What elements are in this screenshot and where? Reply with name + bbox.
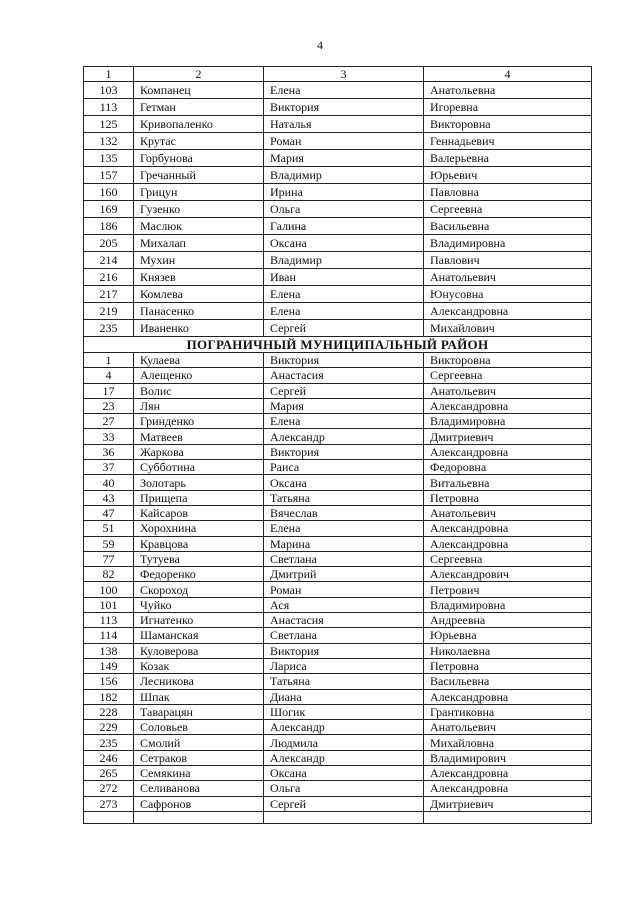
record-number-cell: 235 xyxy=(84,320,134,337)
patronymic-cell: Петровна xyxy=(424,490,592,505)
surname-cell: Михалап xyxy=(134,235,264,252)
record-number-cell: 273 xyxy=(84,796,134,811)
record-number-cell: 33 xyxy=(84,429,134,444)
patronymic-cell: Александрович xyxy=(424,567,592,582)
patronymic-cell: Владимировна xyxy=(424,414,592,429)
first-name-cell: Владимир xyxy=(264,167,424,184)
table-row xyxy=(84,82,592,99)
section-heading-row xyxy=(84,337,592,353)
surname-cell: Маслюк xyxy=(134,218,264,235)
table-row xyxy=(84,383,592,398)
record-number-cell: 229 xyxy=(84,720,134,735)
table-row xyxy=(84,444,592,459)
surname-cell: Кравцова xyxy=(134,536,264,551)
surname-cell: Чуйко xyxy=(134,597,264,612)
patronymic-cell: Васильевна xyxy=(424,674,592,689)
patronymic-cell: Викторовна xyxy=(424,353,592,368)
first-name-cell: Татьяна xyxy=(264,490,424,505)
roster-body xyxy=(84,67,592,824)
first-name-cell: Галина xyxy=(264,218,424,235)
first-name-cell: Татьяна xyxy=(264,674,424,689)
table-row xyxy=(84,133,592,150)
first-name-cell: Ася xyxy=(264,597,424,612)
patronymic-cell: Юрьевна xyxy=(424,628,592,643)
record-number-cell: 228 xyxy=(84,704,134,719)
surname-cell: Мухин xyxy=(134,252,264,269)
surname-cell: Тутуева xyxy=(134,551,264,566)
first-name-cell: Ирина xyxy=(264,184,424,201)
column-header: 3 xyxy=(264,67,424,82)
record-number-cell: 40 xyxy=(84,475,134,490)
table-row xyxy=(84,398,592,413)
surname-cell: Куловерова xyxy=(134,643,264,658)
table-row xyxy=(84,460,592,475)
first-name-cell: Вячеслав xyxy=(264,505,424,520)
first-name-cell: Елена xyxy=(264,521,424,536)
patronymic-cell: Владимировна xyxy=(424,235,592,252)
patronymic-cell: Сергеевна xyxy=(424,201,592,218)
table-row xyxy=(84,704,592,719)
table-row xyxy=(84,116,592,133)
table-row xyxy=(84,567,592,582)
record-number-cell: 82 xyxy=(84,567,134,582)
record-number-cell: 43 xyxy=(84,490,134,505)
surname-cell: Гетман xyxy=(134,99,264,116)
first-name-cell: Ольга xyxy=(264,781,424,796)
column-header: 4 xyxy=(424,67,592,82)
surname-cell: Кулаева xyxy=(134,353,264,368)
patronymic-cell: Сергеевна xyxy=(424,551,592,566)
table-row xyxy=(84,414,592,429)
patronymic-cell: Викторовна xyxy=(424,116,592,133)
first-name-cell: Дмитрий xyxy=(264,567,424,582)
first-name-cell: Наталья xyxy=(264,116,424,133)
surname-cell: Гречанный xyxy=(134,167,264,184)
table-row xyxy=(84,429,592,444)
table-row xyxy=(84,536,592,551)
surname-cell: Гузенко xyxy=(134,201,264,218)
first-name-cell: Виктория xyxy=(264,99,424,116)
first-name-cell: Владимир xyxy=(264,252,424,269)
surname-cell: Крутас xyxy=(134,133,264,150)
record-number-cell: 51 xyxy=(84,521,134,536)
first-name-cell: Оксана xyxy=(264,766,424,781)
table-row xyxy=(84,218,592,235)
first-name-cell: Светлана xyxy=(264,628,424,643)
surname-cell: Субботина xyxy=(134,460,264,475)
first-name-cell: Сергей xyxy=(264,383,424,398)
first-name-cell: Раиса xyxy=(264,460,424,475)
roster-table xyxy=(83,66,592,824)
record-number-cell: 265 xyxy=(84,766,134,781)
table-row xyxy=(84,475,592,490)
surname-cell: Золотарь xyxy=(134,475,264,490)
patronymic-cell: Михайлович xyxy=(424,320,592,337)
first-name-cell: Елена xyxy=(264,82,424,99)
table-row xyxy=(84,521,592,536)
table-row xyxy=(84,720,592,735)
first-name-cell: Александр xyxy=(264,429,424,444)
patronymic-cell: Юнусовна xyxy=(424,286,592,303)
first-name-cell: Анастасия xyxy=(264,613,424,628)
surname-cell: Прищепа xyxy=(134,490,264,505)
table-row xyxy=(84,613,592,628)
table-row xyxy=(84,320,592,337)
first-name-cell: Роман xyxy=(264,582,424,597)
first-name-cell: Светлана xyxy=(264,551,424,566)
surname-cell: Жаркова xyxy=(134,444,264,459)
record-number-cell: 1 xyxy=(84,353,134,368)
surname-cell: Сетраков xyxy=(134,750,264,765)
table-row xyxy=(84,201,592,218)
surname-cell: Лян xyxy=(134,398,264,413)
patronymic-cell: Павловна xyxy=(424,184,592,201)
surname-cell: Компанец xyxy=(134,82,264,99)
patronymic-cell: Анатольевич xyxy=(424,269,592,286)
surname-cell: Скороход xyxy=(134,582,264,597)
header-row xyxy=(84,67,592,82)
record-number-cell: 125 xyxy=(84,116,134,133)
record-number-cell: 246 xyxy=(84,750,134,765)
record-number-cell: 272 xyxy=(84,781,134,796)
first-name-cell: Роман xyxy=(264,133,424,150)
patronymic-cell: Александровна xyxy=(424,444,592,459)
first-name-cell: Лариса xyxy=(264,658,424,673)
surname-cell: Шаманская xyxy=(134,628,264,643)
column-header: 2 xyxy=(134,67,264,82)
first-name-cell: Елена xyxy=(264,303,424,320)
table-row xyxy=(84,505,592,520)
empty-cell xyxy=(264,811,424,823)
patronymic-cell: Владимировна xyxy=(424,597,592,612)
table-row xyxy=(84,658,592,673)
surname-cell: Семякина xyxy=(134,766,264,781)
patronymic-cell: Грантиковна xyxy=(424,704,592,719)
table-row xyxy=(84,252,592,269)
surname-cell: Иваненко xyxy=(134,320,264,337)
page-number: 4 xyxy=(317,38,323,52)
record-number-cell: 138 xyxy=(84,643,134,658)
surname-cell: Смолий xyxy=(134,735,264,750)
first-name-cell: Оксана xyxy=(264,475,424,490)
patronymic-cell: Андреевна xyxy=(424,613,592,628)
table-row xyxy=(84,490,592,505)
patronymic-cell: Петрович xyxy=(424,582,592,597)
first-name-cell: Людмила xyxy=(264,735,424,750)
surname-cell: Игнатенко xyxy=(134,613,264,628)
record-number-cell: 113 xyxy=(84,99,134,116)
record-number-cell: 100 xyxy=(84,582,134,597)
record-number-cell: 101 xyxy=(84,597,134,612)
surname-cell: Алещенко xyxy=(134,368,264,383)
patronymic-cell: Дмитриевич xyxy=(424,429,592,444)
table-row xyxy=(84,781,592,796)
record-number-cell: 160 xyxy=(84,184,134,201)
empty-row xyxy=(84,811,592,823)
first-name-cell: Сергей xyxy=(264,320,424,337)
first-name-cell: Анастасия xyxy=(264,368,424,383)
table-row xyxy=(84,766,592,781)
record-number-cell: 205 xyxy=(84,235,134,252)
surname-cell: Шпак xyxy=(134,689,264,704)
first-name-cell: Иван xyxy=(264,269,424,286)
surname-cell: Сафронов xyxy=(134,796,264,811)
first-name-cell: Мария xyxy=(264,398,424,413)
patronymic-cell: Дмитриевич xyxy=(424,796,592,811)
table-row xyxy=(84,674,592,689)
first-name-cell: Ольга xyxy=(264,201,424,218)
table-row xyxy=(84,689,592,704)
record-number-cell: 182 xyxy=(84,689,134,704)
surname-cell: Федоренко xyxy=(134,567,264,582)
table-row xyxy=(84,582,592,597)
surname-cell: Волис xyxy=(134,383,264,398)
first-name-cell: Елена xyxy=(264,286,424,303)
table-row xyxy=(84,551,592,566)
empty-cell xyxy=(84,811,134,823)
first-name-cell: Виктория xyxy=(264,353,424,368)
first-name-cell: Сергей xyxy=(264,796,424,811)
table-row xyxy=(84,286,592,303)
surname-cell: Панасенко xyxy=(134,303,264,320)
record-number-cell: 23 xyxy=(84,398,134,413)
record-number-cell: 219 xyxy=(84,303,134,320)
table-row xyxy=(84,796,592,811)
first-name-cell: Виктория xyxy=(264,444,424,459)
patronymic-cell: Александровна xyxy=(424,781,592,796)
table-row xyxy=(84,368,592,383)
table-row xyxy=(84,597,592,612)
patronymic-cell: Игоревна xyxy=(424,99,592,116)
patronymic-cell: Михайловна xyxy=(424,735,592,750)
patronymic-cell: Анатольевна xyxy=(424,82,592,99)
table-row xyxy=(84,643,592,658)
surname-cell: Лесникова xyxy=(134,674,264,689)
patronymic-cell: Анатольевич xyxy=(424,383,592,398)
first-name-cell: Мария xyxy=(264,150,424,167)
surname-cell: Горбунова xyxy=(134,150,264,167)
table-row xyxy=(84,303,592,320)
patronymic-cell: Федоровна xyxy=(424,460,592,475)
table-row xyxy=(84,235,592,252)
patronymic-cell: Александровна xyxy=(424,521,592,536)
record-number-cell: 4 xyxy=(84,368,134,383)
first-name-cell: Александр xyxy=(264,750,424,765)
empty-cell xyxy=(134,811,264,823)
surname-cell: Кайсаров xyxy=(134,505,264,520)
record-number-cell: 114 xyxy=(84,628,134,643)
record-number-cell: 216 xyxy=(84,269,134,286)
record-number-cell: 59 xyxy=(84,536,134,551)
surname-cell: Грицун xyxy=(134,184,264,201)
first-name-cell: Оксана xyxy=(264,235,424,252)
table-row xyxy=(84,735,592,750)
patronymic-cell: Петровна xyxy=(424,658,592,673)
patronymic-cell: Анатольевич xyxy=(424,720,592,735)
record-number-cell: 135 xyxy=(84,150,134,167)
record-number-cell: 77 xyxy=(84,551,134,566)
patronymic-cell: Павлович xyxy=(424,252,592,269)
patronymic-cell: Александровна xyxy=(424,303,592,320)
record-number-cell: 113 xyxy=(84,613,134,628)
column-header: 1 xyxy=(84,67,134,82)
table-row xyxy=(84,150,592,167)
first-name-cell: Шогик xyxy=(264,704,424,719)
record-number-cell: 47 xyxy=(84,505,134,520)
patronymic-cell: Александровна xyxy=(424,536,592,551)
patronymic-cell: Геннадьевич xyxy=(424,133,592,150)
record-number-cell: 17 xyxy=(84,383,134,398)
patronymic-cell: Александровна xyxy=(424,766,592,781)
table-row xyxy=(84,184,592,201)
first-name-cell: Марина xyxy=(264,536,424,551)
table-row xyxy=(84,269,592,286)
surname-cell: Комлева xyxy=(134,286,264,303)
record-number-cell: 149 xyxy=(84,658,134,673)
patronymic-cell: Васильевна xyxy=(424,218,592,235)
surname-cell: Матвеев xyxy=(134,429,264,444)
patronymic-cell: Валерьевна xyxy=(424,150,592,167)
surname-cell: Соловьев xyxy=(134,720,264,735)
surname-cell: Таварацян xyxy=(134,704,264,719)
record-number-cell: 235 xyxy=(84,735,134,750)
record-number-cell: 214 xyxy=(84,252,134,269)
patronymic-cell: Витальевна xyxy=(424,475,592,490)
surname-cell: Кривопаленко xyxy=(134,116,264,133)
table-row xyxy=(84,99,592,116)
surname-cell: Хорохнина xyxy=(134,521,264,536)
surname-cell: Князев xyxy=(134,269,264,286)
patronymic-cell: Анатольевич xyxy=(424,505,592,520)
patronymic-cell: Сергеевна xyxy=(424,368,592,383)
record-number-cell: 217 xyxy=(84,286,134,303)
first-name-cell: Диана xyxy=(264,689,424,704)
patronymic-cell: Юрьевич xyxy=(424,167,592,184)
record-number-cell: 36 xyxy=(84,444,134,459)
record-number-cell: 132 xyxy=(84,133,134,150)
surname-cell: Гринденко xyxy=(134,414,264,429)
record-number-cell: 156 xyxy=(84,674,134,689)
section-title: ПОГРАНИЧНЫЙ МУНИЦИПАЛЬНЫЙ РАЙОН xyxy=(84,337,592,353)
table-row xyxy=(84,750,592,765)
record-number-cell: 157 xyxy=(84,167,134,184)
first-name-cell: Елена xyxy=(264,414,424,429)
record-number-cell: 37 xyxy=(84,460,134,475)
patronymic-cell: Александровна xyxy=(424,398,592,413)
record-number-cell: 169 xyxy=(84,201,134,218)
record-number-cell: 27 xyxy=(84,414,134,429)
surname-cell: Селиванова xyxy=(134,781,264,796)
record-number-cell: 186 xyxy=(84,218,134,235)
patronymic-cell: Владимирович xyxy=(424,750,592,765)
table-row xyxy=(84,167,592,184)
patronymic-cell: Александровна xyxy=(424,689,592,704)
first-name-cell: Александр xyxy=(264,720,424,735)
table-row xyxy=(84,353,592,368)
empty-cell xyxy=(424,811,592,823)
record-number-cell: 103 xyxy=(84,82,134,99)
surname-cell: Козак xyxy=(134,658,264,673)
table-row xyxy=(84,628,592,643)
first-name-cell: Виктория xyxy=(264,643,424,658)
patronymic-cell: Николаевна xyxy=(424,643,592,658)
